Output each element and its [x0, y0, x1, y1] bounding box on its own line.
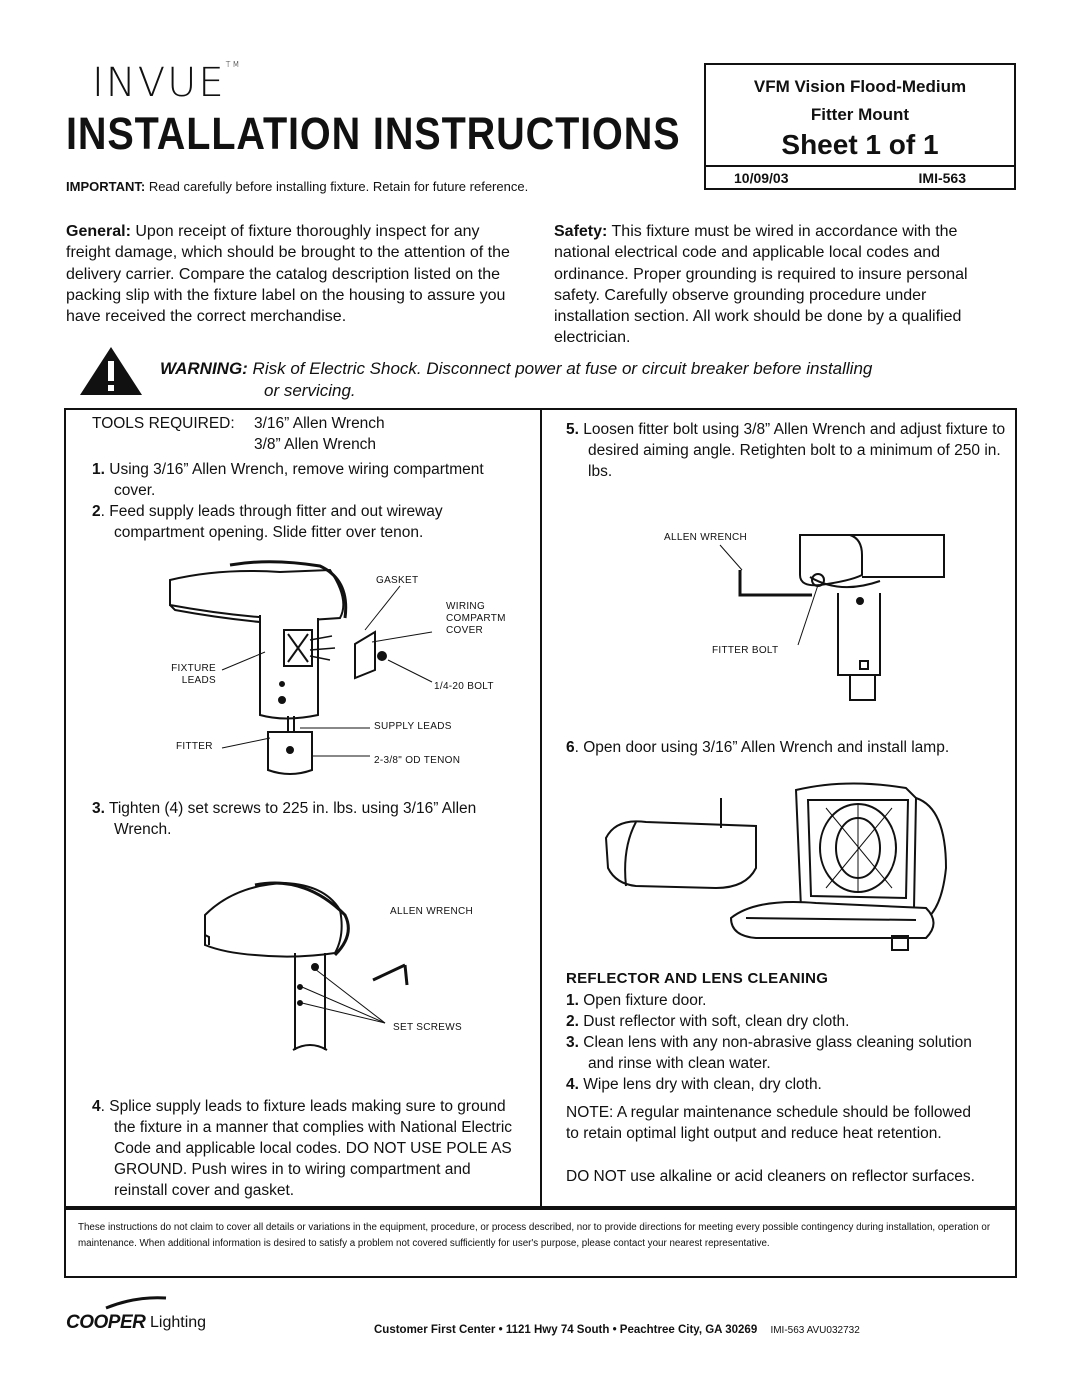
label-fixture-2: LEADS	[181, 675, 216, 686]
step-3-number: 3.	[92, 800, 105, 817]
label-wiring-1: WIRING	[446, 601, 486, 612]
document-date: 10/09/03	[734, 170, 789, 186]
reflector-step-1-number: 1.	[566, 992, 579, 1009]
safety-paragraph	[554, 221, 988, 349]
step-5-number: 5.	[566, 421, 579, 438]
document-code: IMI-563	[918, 170, 966, 186]
step-5-text: Loosen fitter bolt using 3/8” Allen Wrench and adjust fixture to desired aiming angle. Retighten bolt to a minimum of 250 in. lbs.	[578, 421, 1006, 480]
reflector-step-4-number: 4.	[566, 1076, 579, 1093]
step-6-text: . Open door using 3/16” Allen Wrench and install lamp.	[574, 739, 950, 756]
reflector-step-3	[566, 1032, 996, 1074]
step-6-number: 6	[566, 739, 575, 756]
footer-address	[374, 1324, 860, 1336]
general-text: Upon receipt of fixture thoroughly inspect for any freight damage, which should be brought to the attention of the delivery carrier. Compare the catalog description listed on the packing slip with the fixture label on the housing to assure you have received the correct merchandise.	[66, 223, 510, 326]
logo-trademark: TM	[225, 60, 242, 69]
label-fixture-leads	[166, 663, 216, 687]
label-allen-wrench-3: ALLEN WRENCH	[664, 532, 748, 543]
warning-label: WARNING:	[160, 359, 248, 378]
label-wiring-compartment-cover	[446, 601, 506, 637]
page-title: INSTALLATION INSTRUCTIONS	[66, 108, 681, 159]
reflector-step-3-number: 3.	[566, 1034, 579, 1051]
step-2	[92, 501, 524, 543]
reflector-heading: REFLECTOR AND LENS CLEANING	[566, 970, 829, 987]
footer-codes: IMI-563 AVU032732	[770, 1325, 860, 1336]
reflector-step-4-text: Wipe lens dry with clean, dry cloth.	[578, 1076, 822, 1093]
cleaner-warning: DO NOT use alkaline or acid cleaners on reflector surfaces.	[566, 1168, 975, 1185]
tools-required	[92, 413, 235, 434]
disclaimer: These instructions do not claim to cover all details or variations in the equipment, procedure, or process described, nor to provide directions for meeting every possible contingency during installation, operation or maintenance. When additional information is desired to satisfy a problem not covered sufficiently for user's purpose, please contact your nearest representative.	[64, 1208, 1017, 1278]
step-4	[92, 1096, 528, 1201]
reflector-step-2-number: 2.	[566, 1013, 579, 1030]
sheet-number: Sheet 1 of 1	[781, 129, 939, 160]
reflector-step-1-text: Open fixture door.	[578, 992, 707, 1009]
reflector-step-2	[566, 1011, 996, 1032]
label-wiring-2: COMPARTM	[446, 613, 506, 624]
label-tenon: 2-3/8" OD TENON	[374, 755, 461, 766]
reflector-steps	[566, 990, 996, 1095]
step-2-text: . Feed supply leads through fitter and out wireway compartment opening. Slide fitter over tenon.	[100, 503, 443, 541]
step-1-number: 1.	[92, 461, 105, 478]
reflector-step-4	[566, 1074, 996, 1095]
step-5	[566, 419, 1016, 482]
product-info-box	[704, 63, 1016, 190]
warning-text	[160, 358, 1010, 402]
label-fixture-1: FIXTURE	[171, 663, 216, 674]
tools-label: TOOLS REQUIRED:	[92, 415, 235, 432]
label-supply-leads: SUPPLY LEADS	[374, 721, 452, 732]
label-wiring-3: COVER	[446, 625, 484, 636]
label-gasket: GASKET	[376, 575, 419, 586]
important-label: IMPORTANT:	[66, 179, 146, 194]
label-bolt: 1/4-20 BOLT	[434, 681, 494, 692]
invue-logo	[92, 60, 241, 106]
product-name-line1: VFM Vision Flood-Medium	[753, 77, 967, 96]
step-1	[92, 459, 524, 501]
footer-address-text: Customer First Center • 1121 Hwy 74 South • Peachtree City, GA 30269	[374, 1324, 758, 1336]
maintenance-note: NOTE: A regular maintenance schedule should be followed to retain optimal light output and reduce heat retention.	[566, 1104, 971, 1142]
safety-text: This fixture must be wired in accordance with the national electrical code and applicable local codes and ordinance. Proper grounding is required to insure personal safety. Carefully observe grounding procedure under installation section. All work should be done by a qualified electrician.	[554, 223, 968, 347]
label-fitter: FITTER	[176, 741, 213, 752]
logo-text: INVUE	[92, 60, 226, 106]
cooper-brand-sub: Lighting	[150, 1314, 207, 1331]
step-4-text: . Splice supply leads to fixture leads making sure to ground the fixture in a manner that complies with National Electric Code and applicable local codes. DO NOT USE POLE AS GROUND. Push wires in to wiring compartment and reinstall cover and gasket.	[100, 1098, 513, 1199]
product-name-line2: Fitter Mount	[810, 105, 910, 124]
open-door-lamp-diagram	[596, 778, 956, 968]
cooper-brand: COOPER	[66, 1312, 146, 1333]
general-label: General:	[66, 223, 131, 240]
step-3-text: Tighten (4) set screws to 225 in. lbs. using 3/16” Allen Wrench.	[104, 800, 477, 838]
reflector-step-3-text: Clean lens with any non-abrasive glass cleaning solution and rinse with clean water.	[578, 1034, 972, 1072]
step-4-number: 4	[92, 1098, 101, 1115]
important-note	[66, 179, 528, 194]
info-divider	[706, 165, 1014, 167]
fitter-bolt-diagram	[700, 515, 960, 715]
step-6	[566, 737, 1018, 758]
step-3	[92, 798, 524, 840]
tool-2: 3/8” Allen Wrench	[254, 436, 377, 453]
label-set-screws: SET SCREWS	[393, 1022, 462, 1033]
warning-triangle-icon	[78, 345, 144, 397]
label-fitter-bolt: FITTER BOLT	[712, 645, 779, 656]
tool-1: 3/16” Allen Wrench	[254, 415, 385, 432]
product-name	[706, 73, 1014, 129]
column-divider	[540, 408, 542, 1208]
safety-label: Safety:	[554, 223, 608, 240]
general-paragraph	[66, 221, 522, 327]
step-1-text: Using 3/16” Allen Wrench, remove wiring compartment cover.	[104, 461, 484, 499]
label-allen-wrench-2: ALLEN WRENCH	[390, 906, 474, 917]
warning-line1: Risk of Electric Shock. Disconnect power at fuse or circuit breaker before installing	[247, 359, 873, 378]
important-text: Read carefully before installing fixture. Retain for future reference.	[145, 179, 529, 194]
reflector-step-2-text: Dust reflector with soft, clean dry cloth.	[578, 1013, 850, 1030]
warning-line2: or servicing.	[264, 381, 356, 400]
step-2-number: 2	[92, 503, 101, 520]
reflector-step-1	[566, 990, 996, 1011]
